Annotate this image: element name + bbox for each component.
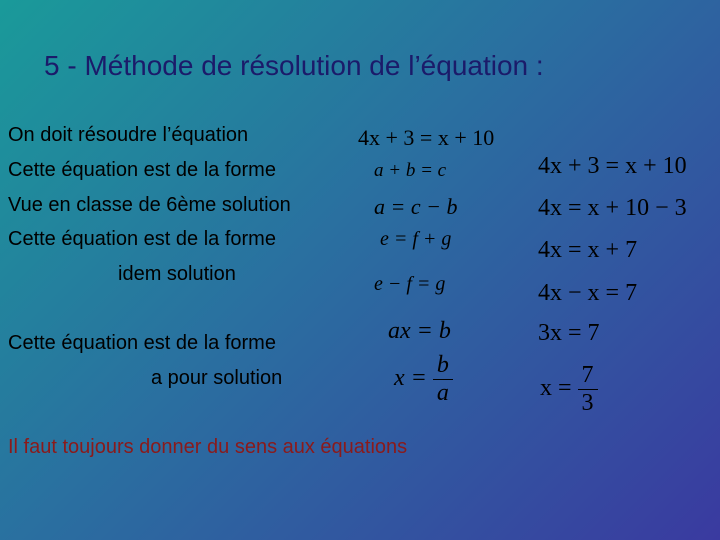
equation-e-eq-f-plus-g: e = f + g <box>380 228 452 250</box>
equation-ax-eq-b: ax = b <box>388 318 451 344</box>
fraction-denominator: 3 <box>581 390 594 416</box>
equation-a-plus-b: a + b = c <box>374 160 447 181</box>
line-forme-2: Cette équation est de la forme <box>8 228 276 250</box>
equation-main: 4x + 3 = x + 10 <box>358 125 495 150</box>
line-forme-1: Cette équation est de la forme <box>8 159 276 181</box>
line-idem: idem solution <box>118 263 236 285</box>
step-3: 4x = x + 7 <box>538 237 638 263</box>
step-2: 4x = x + 10 − 3 <box>538 195 687 221</box>
page-title: 5 - Méthode de résolution de l’équation : <box>44 50 544 81</box>
fraction-lhs: x = <box>394 365 427 392</box>
fraction-denominator: a <box>436 380 449 406</box>
line-vue-6eme: Vue en classe de 6ème solution <box>8 194 291 216</box>
step-6-lhs: x = <box>540 375 572 402</box>
step-6 <box>540 362 598 417</box>
equation-a-eq-c-minus-b: a = c − b <box>374 194 458 219</box>
line-resoudre: On doit résoudre l’équation <box>8 124 249 146</box>
fraction-b-over-a <box>433 352 453 407</box>
step-4: 4x − x = 7 <box>538 280 638 306</box>
fraction-numerator: 7 <box>578 362 598 390</box>
equation-e-minus-f: e − f = g <box>374 273 446 295</box>
line-pour-solution: a pour solution <box>151 367 283 389</box>
fraction-numerator: b <box>433 352 453 380</box>
equation-x-eq-b-over-a <box>394 352 453 407</box>
line-sens: Il faut toujours donner du sens aux équations <box>8 436 408 458</box>
step-5: 3x = 7 <box>538 320 600 346</box>
fraction-7-over-3 <box>578 362 598 417</box>
line-forme-3: Cette équation est de la forme <box>8 332 276 354</box>
step-1: 4x + 3 = x + 10 <box>538 153 687 179</box>
